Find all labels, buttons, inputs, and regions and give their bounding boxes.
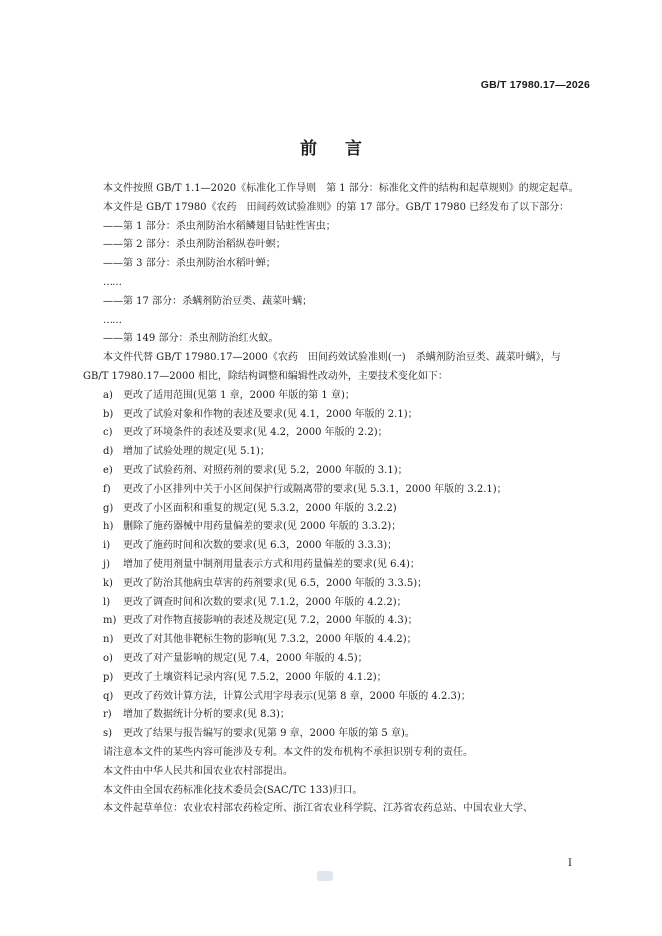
paragraph-patent-notice: 请注意本文件的某些内容可能涉及专利。本文件的发布机构不承担识别专利的责任。 xyxy=(103,746,473,758)
change-text: 更改了对产量影响的规定(见 7.4，2000 年版的 4.5)； xyxy=(123,652,368,664)
change-text: 更改了施药时间和次数的要求(见 6.3，2000 年版的 3.3.3)； xyxy=(123,540,398,552)
document-body xyxy=(83,180,589,819)
change-item xyxy=(103,631,589,650)
change-label: o) xyxy=(103,652,113,664)
page-number: I xyxy=(568,858,572,869)
change-label: i) xyxy=(103,540,111,552)
change-text: 更改了适用范围(见第 1 章，2000 年版的第 1 章)； xyxy=(123,389,355,401)
paragraph-drafting-rules: 本文件按照 GB/T 1.1—2020《标准化工作导则 第 1 部分：标准化文件的结构和起草规则》的规定起草。 xyxy=(103,183,579,194)
change-text: 更改了药效计算方法，计算公式用字母表示(见第 8 章，2000 年版的 4.2.3)； xyxy=(123,690,471,702)
change-label: l) xyxy=(103,596,111,608)
change-item xyxy=(103,481,589,500)
change-item xyxy=(103,387,589,406)
change-label: n) xyxy=(103,634,114,646)
change-label: r) xyxy=(103,709,112,721)
change-item xyxy=(103,518,589,537)
change-label: j) xyxy=(103,558,111,570)
ellipsis: …… xyxy=(103,314,121,326)
change-text: 更改了小区排列中关于小区间保护行或隔离带的要求(见 5.3.1，2000 年版的 3.2.1)； xyxy=(123,483,507,495)
change-label: f) xyxy=(103,483,111,495)
change-text: 更改了土壤资料记录内容(见 7.5.2，2000 年版的 4.1.2)； xyxy=(123,671,387,683)
change-text: 增加了使用剂量中制剂用量表示方式和用药量偏差的要求(见 6.4)； xyxy=(123,558,420,570)
page-title: 前言 xyxy=(300,139,390,159)
list-item: ——第 1 部分：杀虫剂防治水稻鳞翅目钻蛀性害虫； xyxy=(103,220,336,232)
change-label: g) xyxy=(103,502,114,514)
change-item xyxy=(103,650,589,669)
list-item: ——第 149 部分：杀虫剂防治红火蚁。 xyxy=(103,333,279,345)
paragraph-proposer: 本文件由中华人民共和国农业农村部提出。 xyxy=(103,765,293,777)
paragraph-replaces: 本文件代替 GB/T 17980.17—2000《农药 田间药效试验准则(一) 杀螨剂防治豆类、蔬菜叶螨》，与 GB/T 17980.17—2000 相比，除结构调整和编辑性改动外，主要技术变化如下： xyxy=(83,352,561,382)
change-text: 更改了对作物直接影响的表述及规定(见 7.2，2000 年版的 4.3)； xyxy=(123,615,418,627)
change-item xyxy=(103,594,589,613)
change-label: b) xyxy=(103,408,114,420)
change-text: 更改了结果与报告编写的要求(见第 9 章，2000 年版的第 5 章)。 xyxy=(123,728,415,740)
document-code: GB/T 17980.17—2026 xyxy=(480,79,590,91)
change-item xyxy=(103,556,589,575)
change-item xyxy=(103,424,589,443)
change-item xyxy=(103,612,589,631)
change-item xyxy=(103,443,589,462)
change-text: 更改了防治其他病虫草害的药剂要求(见 6.5，2000 年版的 3.3.5)； xyxy=(123,577,428,589)
change-text: 更改了环境条件的表述及要求(见 4.2，2000 年版的 2.2)； xyxy=(123,427,388,439)
change-text: 更改了小区面积和重复的规定(见 5.3.2，2000 年版的 3.2.2) xyxy=(123,502,397,514)
change-label: p) xyxy=(103,671,114,683)
change-text: 更改了试验药剂、对照药剂的要求(见 5.2，2000 年版的 3.1)； xyxy=(123,464,408,476)
change-item xyxy=(103,462,589,481)
change-label: e) xyxy=(103,464,113,476)
change-text: 删除了施药器械中用药量偏差的要求(见 2000 年版的 3.3.2)； xyxy=(123,521,402,533)
change-text: 增加了试验处理的规定(见 5.1)； xyxy=(123,446,270,458)
paragraph-committee: 本文件由全国农药标准化技术委员会(SAC/TC 133)归口。 xyxy=(103,784,363,796)
change-label: m) xyxy=(103,615,117,627)
change-label: a) xyxy=(103,389,113,401)
change-text: 更改了对其他非靶标生物的影响(见 7.3.2，2000 年版的 4.4.2)； xyxy=(123,634,417,646)
change-label: d) xyxy=(103,446,114,458)
change-item xyxy=(103,725,589,744)
change-label: q) xyxy=(103,690,114,702)
change-text: 更改了试验对象和作物的表述及要求(见 4.1，2000 年版的 2.1)； xyxy=(123,408,418,420)
change-label: c) xyxy=(103,427,113,439)
list-item: ——第 3 部分：杀虫剂防治水稻叶蝉； xyxy=(103,258,276,270)
change-item xyxy=(103,575,589,594)
change-text: 增加了数据统计分析的要求(见 8.3)； xyxy=(123,709,290,721)
paragraph-series-intro: 本文件是 GB/T 17980《农药 田间药效试验准则》的第 17 部分。GB/T 17980 已经发布了以下部分： xyxy=(103,201,570,213)
watermark-icon xyxy=(317,871,333,881)
change-item xyxy=(103,406,589,425)
change-item xyxy=(103,669,589,688)
change-label: h) xyxy=(103,521,114,533)
list-item: ——第 17 部分：杀螨剂防治豆类、蔬菜叶螨； xyxy=(103,295,313,307)
change-text: 更改了调查时间和次数的要求(见 7.1.2，2000 年版的 4.2.2)； xyxy=(123,596,407,608)
change-label: k) xyxy=(103,577,113,589)
change-item xyxy=(103,537,589,556)
change-item xyxy=(103,500,589,519)
change-item xyxy=(103,706,589,725)
list-item: ——第 2 部分：杀虫剂防治稻纵卷叶螟； xyxy=(103,239,286,251)
ellipsis: …… xyxy=(103,276,121,288)
paragraph-drafters: 本文件起草单位：农业农村部农药检定所、浙江省农业科学院、江苏省农药总站、中国农业大学、 xyxy=(103,803,533,815)
change-item xyxy=(103,688,589,707)
change-label: s) xyxy=(103,728,113,740)
